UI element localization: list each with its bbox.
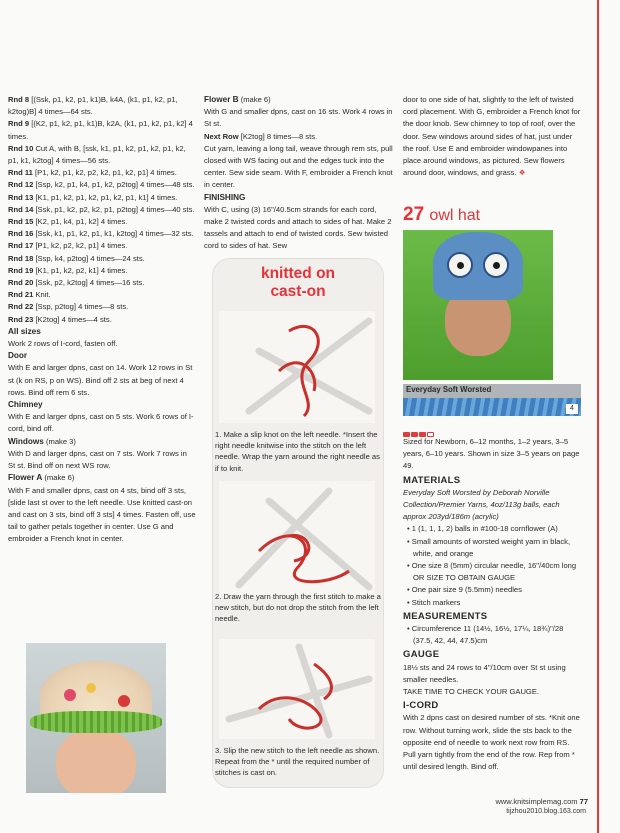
c1-heading: Flower A (make 6) [8, 473, 75, 483]
c1-paragraph: Rnd 14 [Ssk, p1, k2, p2, k2, p1, p2tog] 4 times—40 sts. [8, 204, 195, 214]
c1-paragraph: With E and larger dpns, cast on 14. Work 12 rows in St st (k on RS, p on WS). Bind off 2 sts at beg of next 4 rows. Bind off rem 6 sts. [8, 363, 193, 397]
instructions-column-2 [204, 94, 394, 253]
materials-item: • 1 (1, 1, 1, 2) balls in #100-18 cornflower (A) [407, 524, 558, 534]
c1-paragraph: Rnd 18 [Ssp, k4, p2tog] 4 times—24 sts. [8, 253, 145, 263]
icord-heading: I-CORD [403, 700, 439, 712]
cast-on-panel [212, 258, 384, 788]
gauge-heading: GAUGE [403, 649, 440, 661]
owl-hat-pattern [403, 436, 581, 773]
materials-list [403, 523, 581, 608]
grass-brim [30, 711, 162, 733]
child-face [56, 729, 136, 793]
project-name: owl hat [429, 207, 481, 224]
c1-paragraph: Rnd 21 Knit. [8, 290, 51, 300]
instructions-column-3 [403, 94, 581, 179]
gauge-text: 18½ sts and 24 rows to 4"/10cm over St st using smaller needles. [403, 662, 566, 684]
materials-item: • Small amounts of worsted weight yarn in black, white, and orange [407, 536, 571, 558]
materials-item: • One pair size 9 (5.5mm) needles [407, 585, 522, 595]
measurements-heading: MEASUREMENTS [403, 610, 488, 622]
c1-paragraph: Rnd 19 [K1, p1, k2, p2, k1] 4 times. [8, 265, 128, 275]
cast-on-illustration-2 [219, 481, 375, 597]
c1-paragraph: Rnd 9 [(K2, p1, k2, p1, k1)B, k2A, (k1, p1, k2, p1, k2] 4 times. [8, 119, 193, 141]
materials-item: • One size 8 (5mm) circular needle, 16"/40cm long OR SIZE TO OBTAIN GAUGE [407, 561, 577, 583]
materials-heading: MATERIALS [403, 474, 461, 486]
owl-hat [433, 232, 523, 300]
owl-eye [447, 252, 473, 278]
c1-paragraph: Rnd 11 [P1, k2, p1, k2, p2, k2, p1, k2, p1] 4 times. [8, 168, 177, 178]
page-number: 77 [579, 797, 588, 806]
yarn-weight-icon: 4 [566, 404, 578, 414]
c1-paragraph: With D and larger dpns, cast on 7 sts. Work 7 rows in St st. Bind off on next WS row. [8, 448, 187, 471]
measurements-item: • Circumference 11 (14½, 16½, 17¼, 18¾)"/28 (37.5, 42, 44, 47.5)cm [407, 624, 564, 646]
yarn-swatch [403, 398, 581, 416]
sizes-text: Sized for Newborn, 6–12 months, 1–2 years, 3–5 years, 6–10 years. Shown in size 3–5 years on page 49. [403, 437, 580, 471]
yarn-name: Everyday Soft Worsted [406, 385, 492, 394]
page-edge-rule [597, 0, 599, 833]
flower-decoration [118, 695, 130, 707]
yarn-label-bar [403, 384, 581, 398]
c1-heading: Windows (make 3) [8, 436, 76, 446]
c2-paragraph: With C, using (3) 16"/40.5cm strands for each cord, make 2 twisted cords and attach to sides of hat. Make 2 tassels and attach to end of twisted cords. Sew twisted cord to sides of hat. Sew [204, 204, 392, 251]
cast-on-step-1: 1. Make a slip knot on the left needle. *Insert the right needle knitwise into the stitch on the left needle. Wrap the yarn around the right needle as if to knit. [215, 430, 380, 473]
cast-on-step-3: 3. Slip the new stitch to the left needle as shown. Repeat from the * until the required number of stitches is cast on. [215, 746, 380, 778]
footer-url: www.knitsimplemag.com [495, 797, 578, 806]
c1-paragraph: With E and larger dpns, cast on 5 sts. Work 6 rows of I-cord, bind off. [8, 412, 194, 434]
c1-paragraph: Rnd 20 [Ssk, p2, k2tog] 4 times—16 sts. [8, 278, 145, 288]
materials-item: • Stitch markers [407, 597, 461, 607]
project-number: 27 [403, 204, 425, 225]
c1-heading: Chimney [8, 400, 43, 410]
c2-heading: Flower B (make 6) [204, 95, 271, 104]
materials-intro: Everyday Soft Worsted by Deborah Norville Collection/Premier Yarns, 4oz/113g balls, each approx 203yd/186m (acrylic) [403, 487, 560, 522]
c1-paragraph: Rnd 17 [P1, k2, p2, k2, p1] 4 times. [8, 241, 128, 251]
cast-on-step-2: 2. Draw the yarn through the first stitch to make a new stitch, but do not drop the stitch from the left needle. [215, 592, 381, 624]
c2-paragraph: Next Row [K2tog] 8 times—8 sts. [204, 131, 318, 141]
c2-paragraph: With G and smaller dpns, cast on 16 sts. Work 4 rows in St st. [204, 107, 393, 129]
project-title [403, 204, 480, 226]
house-hat-photo [26, 643, 166, 793]
c2-paragraph: Cut yarn, leaving a long tail, weave through rem sts, pull closed with WS facing out and the edges tuck into the center. Sew side seam. With F, embroider a French knot in center. [204, 143, 393, 190]
gauge-note: TAKE TIME TO CHECK YOUR GAUGE. [403, 687, 540, 697]
c1-paragraph: Rnd 10 Cut A, with B, [ssk, k1, p1, k2, p1, k2, p1, k2, p1, k1, k2tog] 4 times—56 sts. [8, 143, 186, 166]
cast-on-illustration-1 [219, 311, 375, 423]
c1-paragraph: With F and smaller dpns, cast on 4 sts, bind off 3 sts, [slide last st over to the left needle. Use knitted cast-on and cast on 3 sts, bind off 3 sts] 4 times. Fasten off, use tail to gather petals together in center. Use G and embroider a French knot in center. [8, 485, 196, 544]
c2-heading: FINISHING [204, 192, 246, 202]
instructions-column-1 [8, 94, 196, 546]
finishing-continued-text: door to one side of hat, slightly to the left of twisted cord placement. With G, embroider a French knot for the door knob. Sew chimney to top of roof, over the door. Sew windows around sides of hat, just under the roof. Use E and embroider windowpanes into place around windows, as pictured. Sew flowers around door, windows, and grass. [403, 95, 581, 178]
icord-text: With 2 dpns cast on desired number of sts. *Knit one row. Without turning work, slide the sts back to the opposite end of needle to work next row from RS. Pull yarn tightly from the end of the row. Rep from * until desired length. Bind off. [403, 713, 580, 772]
c1-paragraph: Rnd 22 [Ssp, p2tog] 4 times—8 sts. [8, 302, 129, 312]
c1-paragraph: Rnd 8 [(Ssk, p1, k2, p1, k1)B, k4A, (k1, p1, k2, p1, k2tog)B] 4 times—64 sts. [8, 95, 178, 117]
cast-on-title [213, 265, 383, 301]
flower-decoration [86, 683, 96, 693]
c1-paragraph: Rnd 12 [Ssp, k2, p1, k4, p1, k2, p2tog] 4 times—48 sts. [8, 180, 195, 190]
owl-hat-photo [403, 230, 553, 380]
c1-paragraph: Rnd 13 [K1, p1, k2, p1, k2, p1, k2, p1, k1] 4 times. [8, 192, 178, 202]
cast-on-title-line-1: knitted on [260, 265, 336, 282]
cast-on-illustration-3 [219, 639, 375, 739]
end-mark-icon: ❖ [518, 168, 526, 178]
cast-on-title-line-2: cast-on [270, 283, 326, 300]
owl-eye [483, 252, 509, 278]
c1-paragraph: Rnd 15 [K2, p1, k4, p1, k2] 4 times. [8, 217, 128, 227]
watermark-text: tijzhou2010.blog.163.com [506, 808, 586, 815]
c1-paragraph: Rnd 23 [K2tog] 4 times—4 sts. [8, 314, 112, 324]
c1-heading: Door [8, 351, 28, 361]
page-footer [495, 797, 588, 806]
c1-paragraph: Work 2 rows of I-cord, fasten off. [8, 339, 118, 349]
c1-paragraph: Rnd 16 [Ssk, k1, p1, k2, p1, k1, k2tog] 4 times—32 sts. [8, 229, 194, 239]
c1-heading: All sizes [8, 326, 41, 336]
flower-decoration [64, 689, 76, 701]
